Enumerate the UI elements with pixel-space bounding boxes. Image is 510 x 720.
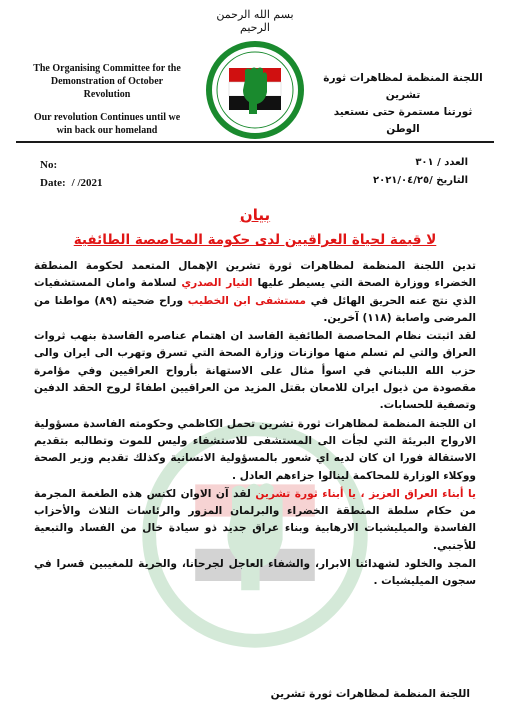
english-header-line: The Organising Committee for the xyxy=(33,63,181,74)
english-motto-line: Our revolution Continues until we xyxy=(33,112,181,123)
arabic-header-line: اللجنة المنظمة لمظاهرات ثورة تشرين xyxy=(323,72,483,101)
number-arabic: العدد / ٣٠١ xyxy=(415,157,468,168)
paragraph-5: المجد والخلود لشهدائنا الابرار، والشفاء العاجل لجرحانا، والحرية للمغيبين قسرا في سجون الميليشيات . xyxy=(34,558,476,588)
paragraph-text: لقد آن الاوان لكنس هذه الطغمة المجرمة من حكام سلطة المنطقة الخضراء والبرلمان المزور والرئاسات الثلاث والأحزاب الفاسدة والميليشيات الارهابية وبناء عراق جديد ذو سيادة خال من الفساد والتبعية للأجنبي. xyxy=(34,487,476,552)
statement-title: بيان xyxy=(239,206,271,224)
paragraph-3: ان اللجنة المنظمة لمظاهرات ثورة تشرين تحمل الكاظمي وحكومته الفاسدة مسؤولية الارواح البريئة التي لجأت الى المستشفى للاستشفاء وليس للموت وتطالبه بتقديم الاستقالة فورا ان كان لديه اي شعور بالمسؤولية الانسانية وكذلك تقديم وزير الصحة ووكلاء الوزارة للمحاكمة لينالوا جزاءهم العادل . xyxy=(34,417,476,482)
paragraph-text: وراح ضحيته (٨٩) مواطنا من المرضى واصابة (١١٨) آخرين. xyxy=(34,294,476,324)
number-label: No: xyxy=(40,159,58,171)
english-motto-line: win back our homeland xyxy=(56,125,158,136)
date-label: Date: xyxy=(40,177,66,189)
basmala: بسم الله الرحمن الرحيم xyxy=(216,8,294,34)
reference-english xyxy=(40,156,103,192)
arabic-header xyxy=(318,70,488,138)
date-value: / /2021 xyxy=(71,177,103,189)
arabic-motto-line: ثورتنا مستمرة حتى نستعيد الوطن xyxy=(333,106,473,135)
october-revolution-logo xyxy=(205,40,305,140)
header-divider xyxy=(16,141,494,143)
paragraph-4 xyxy=(34,486,476,555)
signature: اللجنة المنظمة لمظاهرات ثورة تشرين xyxy=(270,688,470,700)
highlight-hospital-name: مستشفى ابن الخطيب xyxy=(187,294,306,307)
english-header-line: Revolution xyxy=(83,89,131,100)
statement-body xyxy=(34,258,476,592)
date-arabic: التاريخ /٢٠٢١/٠٤/٢٥ xyxy=(372,175,468,186)
english-header xyxy=(22,62,192,137)
statement-subtitle: لا قيمة لحياة العراقيين لدى حكومة المحاصصة الطائفية xyxy=(73,232,437,248)
highlight-sadr-movement: التيار الصدري xyxy=(181,277,253,290)
reference-arabic xyxy=(373,154,468,190)
paragraph-text: تدين اللجنة المنظمة لمظاهرات ثورة تشرين الإهمال المتعمد لحكومة المنطقة الخضراء ووزارة الصحة التي يسيطر عليها xyxy=(34,260,476,290)
paragraph-1 xyxy=(34,258,476,327)
paragraph-text: لسلامة وامان المستشفيات الذي نتج عنه الحريق الهائل في xyxy=(34,277,476,307)
highlight-appeal: يا أبناء العراق العزيز ، يا أبناء ثورة تشرين xyxy=(255,487,476,500)
english-header-line: Demonstration of October xyxy=(50,76,164,87)
paragraph-2: لقد اثبتت نظام المحاصصة الطائفية الفاسد ان اهتمام عناصره الفاسدة بنهب ثروات العراق والتي لم تسلم منها موازنات وزارة الصحة التي تسرق وتهرب الى ايران والى حزب الله اللبناني في اسوأ مثال على الاستهانة بأرواح العراقيين وفي مؤامرة مقصودة من ذيول ايران للامعان بقتل المزيد من العراقيين اطفاءً لروح الحقد الدفين وتصفية للحسابات. xyxy=(34,330,476,412)
